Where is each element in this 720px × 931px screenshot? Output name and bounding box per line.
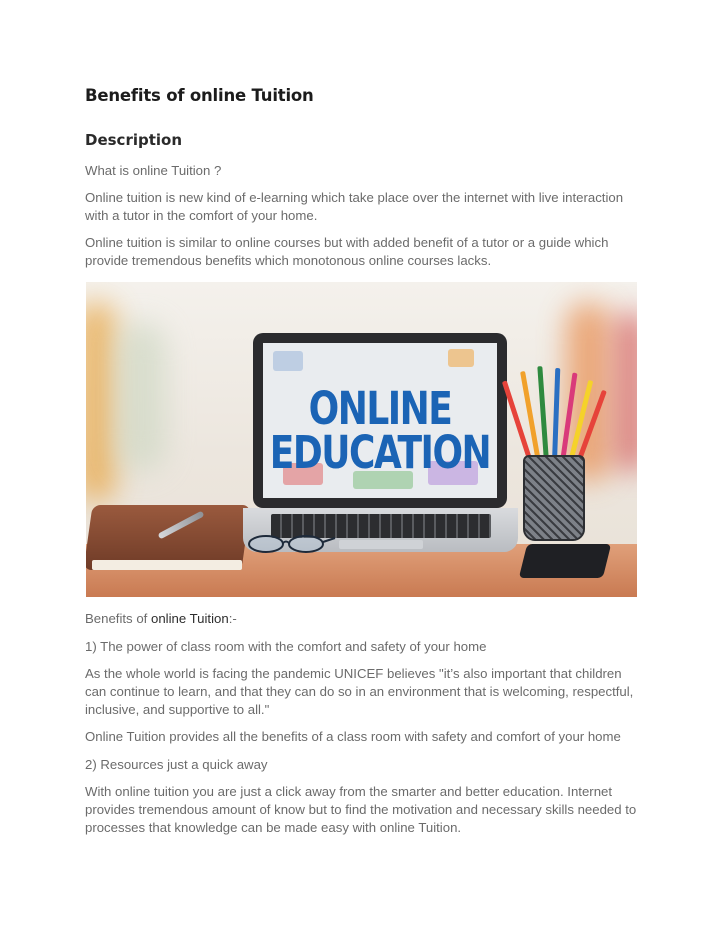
- laptop-trackpad: [339, 540, 423, 549]
- laptop-screen: [263, 343, 497, 498]
- benefit-2-body: With online tuition you are just a click away from the smarter and better education. Internet provides tremendous amount of know but to find the motivation and necessary skills needed to processes that knowledge can be made easy with online Tuition.: [85, 784, 637, 835]
- background-blur-right-2: [616, 312, 637, 472]
- screen-decoration: [448, 349, 474, 367]
- pencil-icon: [537, 366, 549, 462]
- background-blur-left: [86, 302, 116, 502]
- benefits-heading: [85, 610, 645, 628]
- benefits-heading-highlight: online Tuition: [150, 611, 229, 626]
- benefit-1-title: 1) The power of class room with the comfort and safety of your home: [85, 639, 487, 654]
- benefit-1-summary: Online Tuition provides all the benefits of a class room with safety and comfort of your home: [85, 729, 621, 744]
- online-education-illustration: [86, 282, 637, 597]
- document-title: Benefits of online Tuition: [85, 86, 314, 105]
- benefit-1-quote: As the whole world is facing the pandemic UNICEF believes "it’s also important that children can continue to learn, and that they can do so in an environment that is welcoming, respectful, inclusive, and supportive to all.": [85, 666, 634, 717]
- pencil-icon: [552, 368, 560, 462]
- notebook-pages: [92, 560, 242, 570]
- screen-decoration: [273, 351, 303, 371]
- screen-text-online: ONLINE: [308, 383, 452, 436]
- description-heading: Description: [85, 131, 183, 149]
- background-blur-left-2: [116, 322, 166, 472]
- definition-paragraph: Online tuition is new kind of e-learning which take place over the internet with live interaction with a tutor in the comfort of your home.: [85, 190, 624, 223]
- screen-text-education: EDUCATION: [269, 427, 491, 480]
- benefits-heading-prefix: Benefits of: [85, 611, 151, 626]
- comparison-paragraph: Online tuition is similar to online courses but with added benefit of a tutor or a guide which provide tremendous benefits which monotonous online courses lacks.: [85, 235, 609, 268]
- intro-question: What is online Tuition ?: [85, 163, 222, 178]
- benefit-2-title: 2) Resources just a quick away: [85, 757, 268, 772]
- benefits-heading-suffix: :-: [228, 611, 237, 626]
- glasses-icon: [246, 532, 336, 554]
- smartphone-icon: [519, 544, 611, 578]
- pencil-cup-icon: [523, 455, 585, 541]
